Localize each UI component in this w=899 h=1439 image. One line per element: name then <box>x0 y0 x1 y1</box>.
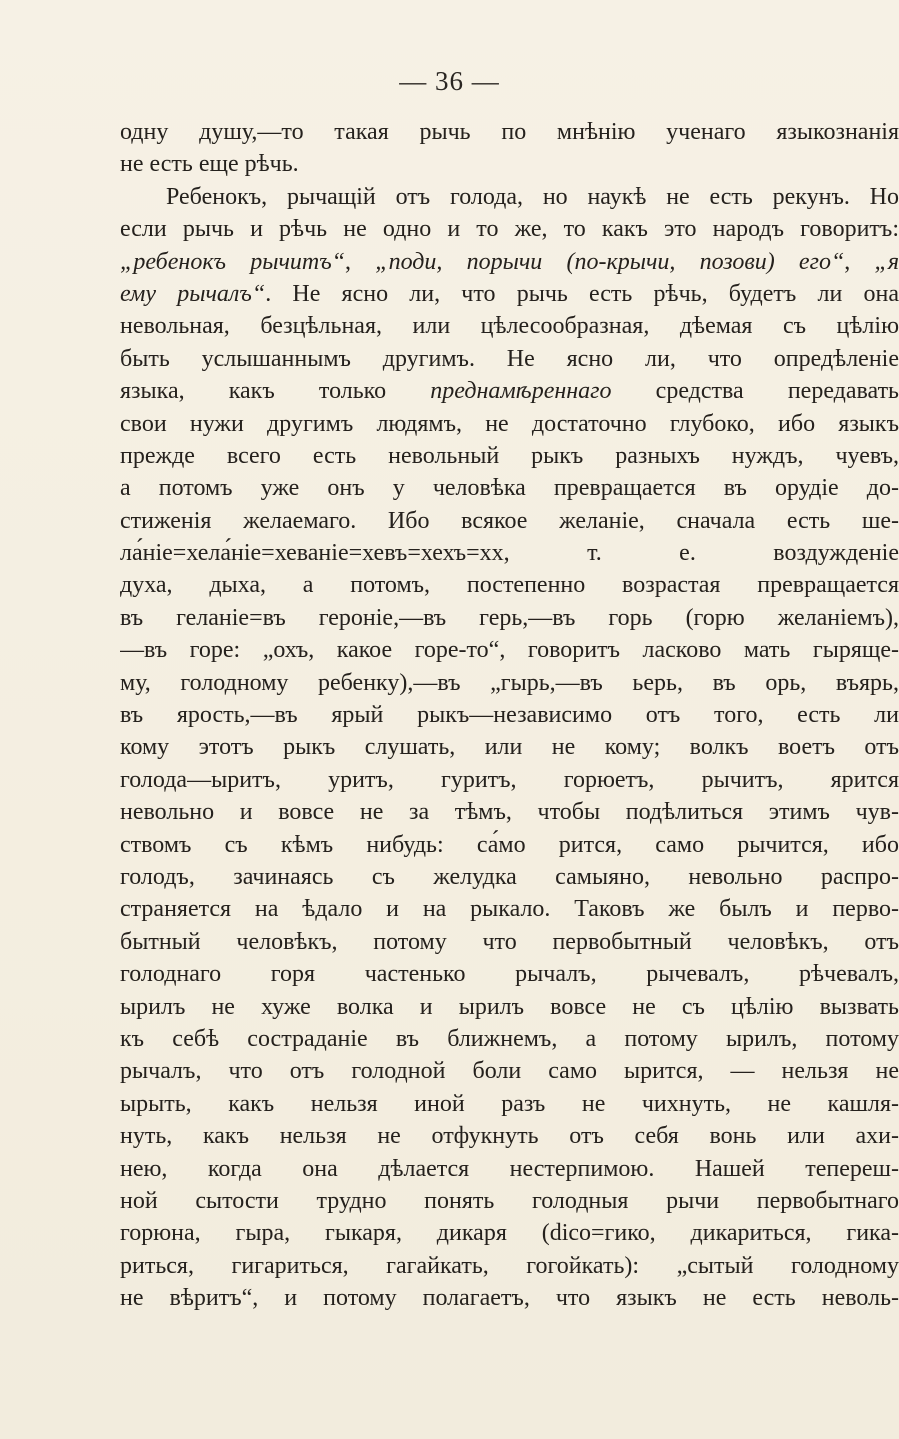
text-segment: духа, дыха, а потомъ, постепенно возрастая превращается <box>120 572 899 599</box>
text-segment: голода—ыритъ, уритъ, гуритъ, горюетъ, рычитъ, ярится <box>120 766 899 793</box>
text-line <box>120 375 899 407</box>
text-line <box>120 569 899 601</box>
text-line <box>120 1023 899 1055</box>
text-segment: горюна, гыра, гыкаря, дикаря (dico=гико, дикариться, гика- <box>120 1220 899 1247</box>
text-segment: —въ горе: „охъ, какое горе-то“, говоритъ ласково мать гыряще- <box>120 637 899 664</box>
text-segment: голоднаго горя частенько рычалъ, рычевалъ, рѣчевалъ, <box>120 961 899 988</box>
text-segment: не вѣритъ“, и потому полагаетъ, что языкъ не есть неволь- <box>120 1285 899 1312</box>
italic-text: преднамѣреннаго <box>430 378 612 405</box>
text-segment: стиженія желаемаго. Ибо всякое желаніе, сначала есть ше- <box>120 507 899 534</box>
text-line <box>120 246 899 278</box>
text-line <box>120 213 899 245</box>
text-line <box>120 505 899 537</box>
text-line <box>120 634 899 666</box>
text-line <box>120 310 899 342</box>
text-segment: бытный человѣкъ, потому что первобытный человѣкъ, отъ <box>120 928 899 955</box>
text-segment: нуть, какъ нельзя не отфукнуть отъ себя вонь или ахи- <box>120 1123 899 1150</box>
text-line <box>120 408 899 440</box>
text-line <box>120 472 899 504</box>
text-line <box>120 893 899 925</box>
text-segment: не есть еще рѣчь. <box>120 151 299 178</box>
text-segment: кому этотъ рыкъ слушать, или не кому; волкъ воетъ отъ <box>120 734 899 761</box>
text-segment: одну душу,—то такая рычь по мнѣнію ученаго языкознанія <box>120 119 899 145</box>
text-segment: му, голодному ребенку),—въ „гырь,—въ ьерь, въ орь, въярь, <box>120 669 899 696</box>
text-line <box>120 667 899 699</box>
text-segment: риться, гигариться, гагайкать, гогойкать): „сытый голодному <box>120 1252 899 1279</box>
text-line <box>120 764 899 796</box>
text-segment: рычалъ, что отъ голодной боли само ырится, — нельзя не <box>120 1058 899 1085</box>
text-segment: невольно и вовсе не за тѣмъ, чтобы подѣлиться этимъ чув- <box>120 799 899 826</box>
text-line <box>120 278 899 310</box>
text-line <box>120 602 899 634</box>
text-segment: ла́ніе=хела́ніе=хеваніе=хевъ=хехъ=хх, т. е. воздужденіе <box>120 540 899 567</box>
text-segment: въ ярость,—въ ярый рыкъ—независимо отъ того, есть ли <box>120 702 899 729</box>
text-line <box>120 1282 899 1314</box>
text-line <box>120 1055 899 1087</box>
text-segment: а потомъ уже онъ у человѣка превращается въ орудіе до- <box>120 475 899 502</box>
text-segment: . Не ясно ли, что рычь есть рѣчь, будетъ ли она <box>265 280 899 307</box>
text-segment: свои нужи другимъ людямъ, не достаточно глубоко, ибо языкъ <box>120 410 899 437</box>
text-segment: ырилъ не хуже волка и ырилъ вовсе не съ цѣлію вызвать <box>120 993 899 1020</box>
text-segment: если рычь и рѣчь не одно и то же, то какъ это народъ говоритъ: <box>120 216 899 243</box>
text-segment: въ геланіе=въ героніе,—въ герь,—въ горь (горю желаніемъ), <box>120 604 899 631</box>
page-body-text <box>120 116 899 1314</box>
text-segment: къ себѣ состраданіе въ ближнемъ, а потому ырилъ, потому <box>120 1025 899 1052</box>
text-line <box>120 699 899 731</box>
text-segment: средства передавать <box>611 378 899 405</box>
text-line <box>120 116 899 148</box>
text-line <box>120 1185 899 1217</box>
text-segment: , <box>345 248 376 275</box>
italic-text: ему рычалъ“ <box>120 280 266 307</box>
italic-text: „поди, порычи (по-крычи, позови) его“ <box>375 248 845 275</box>
text-line <box>120 731 899 763</box>
text-segment: нею, когда она дѣлается нестерпимою. Нашей теперeш- <box>120 1155 899 1182</box>
text-line <box>120 1120 899 1152</box>
text-segment: , <box>844 248 875 275</box>
text-segment: ной сытости трудно понять голодныя рычи первобытнаго <box>120 1187 899 1214</box>
italic-text: „ребенокъ рычитъ“ <box>120 248 346 275</box>
page-number: — 36 — <box>399 66 500 96</box>
text-segment: ствомъ съ кѣмъ нибудь: са́мо рится, само рычится, ибо <box>120 831 899 858</box>
text-segment: страняется на ѣдало и на рыкало. Таковъ же былъ и перво- <box>120 896 899 923</box>
text-line <box>120 991 899 1023</box>
text-line <box>120 343 899 375</box>
text-line <box>120 148 899 180</box>
text-line <box>120 1153 899 1185</box>
text-line <box>120 926 899 958</box>
text-line <box>120 440 899 472</box>
text-line <box>120 796 899 828</box>
text-line <box>120 181 899 213</box>
text-segment: ырыть, какъ нельзя иной разъ не чихнуть, не кашля- <box>120 1090 899 1117</box>
text-segment: прежде всего есть невольный рыкъ разныхъ нуждъ, чуевъ, <box>120 442 899 469</box>
text-line <box>120 1250 899 1282</box>
text-line <box>120 958 899 990</box>
text-line <box>120 861 899 893</box>
text-segment: Ребенокъ, рычащій отъ голода, но наукѣ не есть рекунъ. Но <box>166 183 899 210</box>
text-segment: голодъ, зачинаясь съ желудка самыяно, невольно распро- <box>120 863 899 890</box>
text-line <box>120 1088 899 1120</box>
text-line <box>120 537 899 569</box>
text-line <box>120 1217 899 1249</box>
text-segment: языка, какъ только <box>120 378 431 405</box>
italic-text: „я <box>874 248 899 275</box>
text-segment: быть услышаннымъ другимъ. Не ясно ли, что опредѣленіе <box>120 345 899 372</box>
text-segment: невольная, безцѣльная, или цѣлесообразная, дѣемая съ цѣлію <box>120 313 899 340</box>
text-line <box>120 829 899 861</box>
